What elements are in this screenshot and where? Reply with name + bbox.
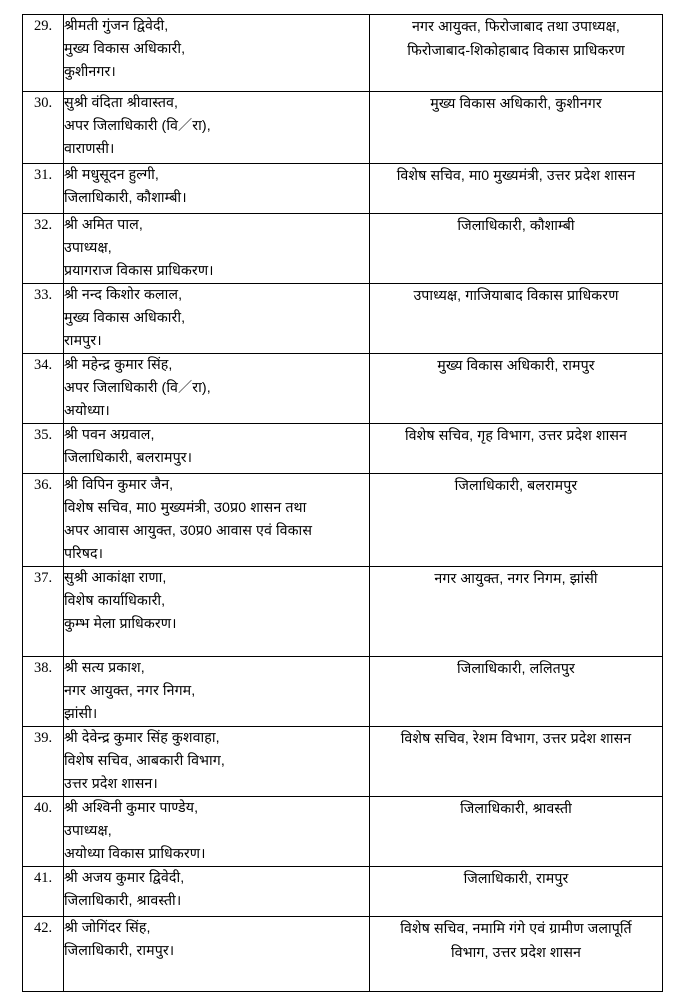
text-line: श्री विपिन कुमार जैन, [64,477,174,493]
table-row [23,284,663,354]
officer-name-and-current-posting [64,214,370,284]
text-line: फिरोजाबाद-शिकोहाबाद विकास प्राधिकरण [407,43,625,59]
text-line: वाराणसी। [64,141,115,157]
officer-name-and-current-posting [64,92,370,164]
officer-name-and-current-posting [64,354,370,424]
row-serial-number: 34. [23,354,64,424]
new-posting [370,214,663,284]
new-posting [370,797,663,867]
officer-name-and-current-posting [64,424,370,474]
row-serial-number: 35. [23,424,64,474]
text-line: कुशीनगर। [64,64,116,80]
text-line: जिलाधिकारी, बलरामपुर [454,478,578,494]
text-line: जिलाधिकारी, श्रावस्ती [460,801,572,817]
officer-name-and-current-posting [64,474,370,567]
text-line: कुम्भ मेला प्राधिकरण। [64,616,177,632]
text-line: मुख्य विकास अधिकारी, कुशीनगर [430,96,602,112]
text-line: प्रयागराज विकास प्राधिकरण। [64,263,214,279]
text-line: जिलाधिकारी, बलरामपुर। [64,450,193,466]
text-line: श्री सत्य प्रकाश, [64,660,145,676]
text-line: मुख्य विकास अधिकारी, रामपुर [437,358,595,374]
table-row [23,867,663,917]
text-line: जिलाधिकारी, रामपुर। [64,943,175,959]
officer-name-and-current-posting [64,15,370,92]
text-line: सुश्री वंदिता श्रीवास्तव, [64,95,179,111]
text-line: जिलाधिकारी, रामपुर [463,871,569,887]
text-line: अपर जिलाधिकारी (वि／रा), [64,380,211,396]
row-serial-number: 33. [23,284,64,354]
text-line: श्री देवेन्द्र कुमार सिंह कुशवाहा, [64,730,220,746]
text-line: अपर जिलाधिकारी (वि／रा), [64,118,211,134]
text-line: विशेष सचिव, आबकारी विभाग, [64,753,225,769]
text-line: श्री नन्द किशोर कलाल, [64,287,183,303]
new-posting [370,727,663,797]
row-serial-number: 40. [23,797,64,867]
text-line: उत्तर प्रदेश शासन। [64,776,158,792]
text-line: नगर आयुक्त, नगर निगम, [64,683,196,699]
table-row [23,657,663,727]
row-serial-number: 37. [23,567,64,657]
text-line: जिलाधिकारी, कौशाम्बी। [64,190,187,206]
text-line: विशेष सचिव, मा0 मुख्यमंत्री, उत्तर प्रदेश शासन [396,168,636,184]
text-line: श्रीमती गुंजन द्विवेदी, [64,18,169,34]
officer-name-and-current-posting [64,164,370,214]
text-line: झांसी। [64,706,98,722]
text-line: मुख्य विकास अधिकारी, [64,310,186,326]
table-row [23,214,663,284]
text-line: विभाग, उत्तर प्रदेश शासन [451,945,581,961]
officer-name-and-current-posting [64,867,370,917]
new-posting [370,474,663,567]
text-line: श्री जोगिंदर सिंह, [64,920,151,936]
table-row [23,727,663,797]
row-serial-number: 31. [23,164,64,214]
new-posting [370,92,663,164]
officer-name-and-current-posting [64,284,370,354]
table-row [23,424,663,474]
officer-name-and-current-posting [64,727,370,797]
text-line: श्री अमित पाल, [64,217,143,233]
table-row [23,354,663,424]
text-line: अयोध्या। [64,403,110,419]
row-serial-number: 42. [23,917,64,992]
text-line: जिलाधिकारी, श्रावस्ती। [64,893,182,909]
new-posting [370,15,663,92]
text-line: मुख्य विकास अधिकारी, [64,41,186,57]
text-line: नगर आयुक्त, फिरोजाबाद तथा उपाध्यक्ष, [412,19,620,35]
row-serial-number: 29. [23,15,64,92]
officer-name-and-current-posting [64,657,370,727]
text-line: उपाध्यक्ष, [64,823,112,839]
officer-name-and-current-posting [64,797,370,867]
text-line: परिषद। [64,546,104,562]
row-serial-number: 39. [23,727,64,797]
text-line: श्री मधुसूदन हुल्गी, [64,167,159,183]
new-posting [370,354,663,424]
new-posting [370,917,663,992]
officer-name-and-current-posting [64,917,370,992]
new-posting [370,424,663,474]
text-line: उपाध्यक्ष, गाजियाबाद विकास प्राधिकरण [413,288,619,304]
new-posting [370,164,663,214]
table-row [23,797,663,867]
text-line: विशेष सचिव, गृह विभाग, उत्तर प्रदेश शासन [404,428,628,444]
text-line: श्री महेन्द्र कुमार सिंह, [64,357,173,373]
text-line: उपाध्यक्ष, [64,240,112,256]
text-line: विशेष सचिव, नमामि गंगे एवं ग्रामीण जलापूर्ति [400,921,632,937]
row-serial-number: 32. [23,214,64,284]
text-line: श्री पवन अग्रवाल, [64,427,155,443]
text-line: श्री अश्विनी कुमार पाण्डेय, [64,800,199,816]
officer-transfer-table [22,14,663,992]
new-posting [370,284,663,354]
table-row [23,474,663,567]
text-line: जिलाधिकारी, ललितपुर [457,661,575,677]
table-body [23,15,663,992]
text-line: रामपुर। [64,333,102,349]
table-row [23,164,663,214]
row-serial-number: 41. [23,867,64,917]
text-line: सुश्री आकांक्षा राणा, [64,570,167,586]
row-serial-number: 30. [23,92,64,164]
table-row [23,92,663,164]
text-line: विशेष सचिव, रेशम विभाग, उत्तर प्रदेश शासन [400,731,632,747]
text-line: अपर आवास आयुक्त, उ0प्र0 आवास एवं विकास [64,523,313,539]
text-line: नगर आयुक्त, नगर निगम, झांसी [434,571,598,587]
text-line: विशेष कार्याधिकारी, [64,593,166,609]
table-row [23,567,663,657]
new-posting [370,567,663,657]
new-posting [370,867,663,917]
table-row [23,15,663,92]
row-serial-number: 36. [23,474,64,567]
row-serial-number: 38. [23,657,64,727]
officer-name-and-current-posting [64,567,370,657]
text-line: जिलाधिकारी, कौशाम्बी [457,218,575,234]
text-line: अयोध्या विकास प्राधिकरण। [64,846,206,862]
text-line: विशेष सचिव, मा0 मुख्यमंत्री, उ0प्र0 शासन तथा [64,500,307,516]
text-line: श्री अजय कुमार द्विवेदी, [64,870,185,886]
table-row [23,917,663,992]
new-posting [370,657,663,727]
